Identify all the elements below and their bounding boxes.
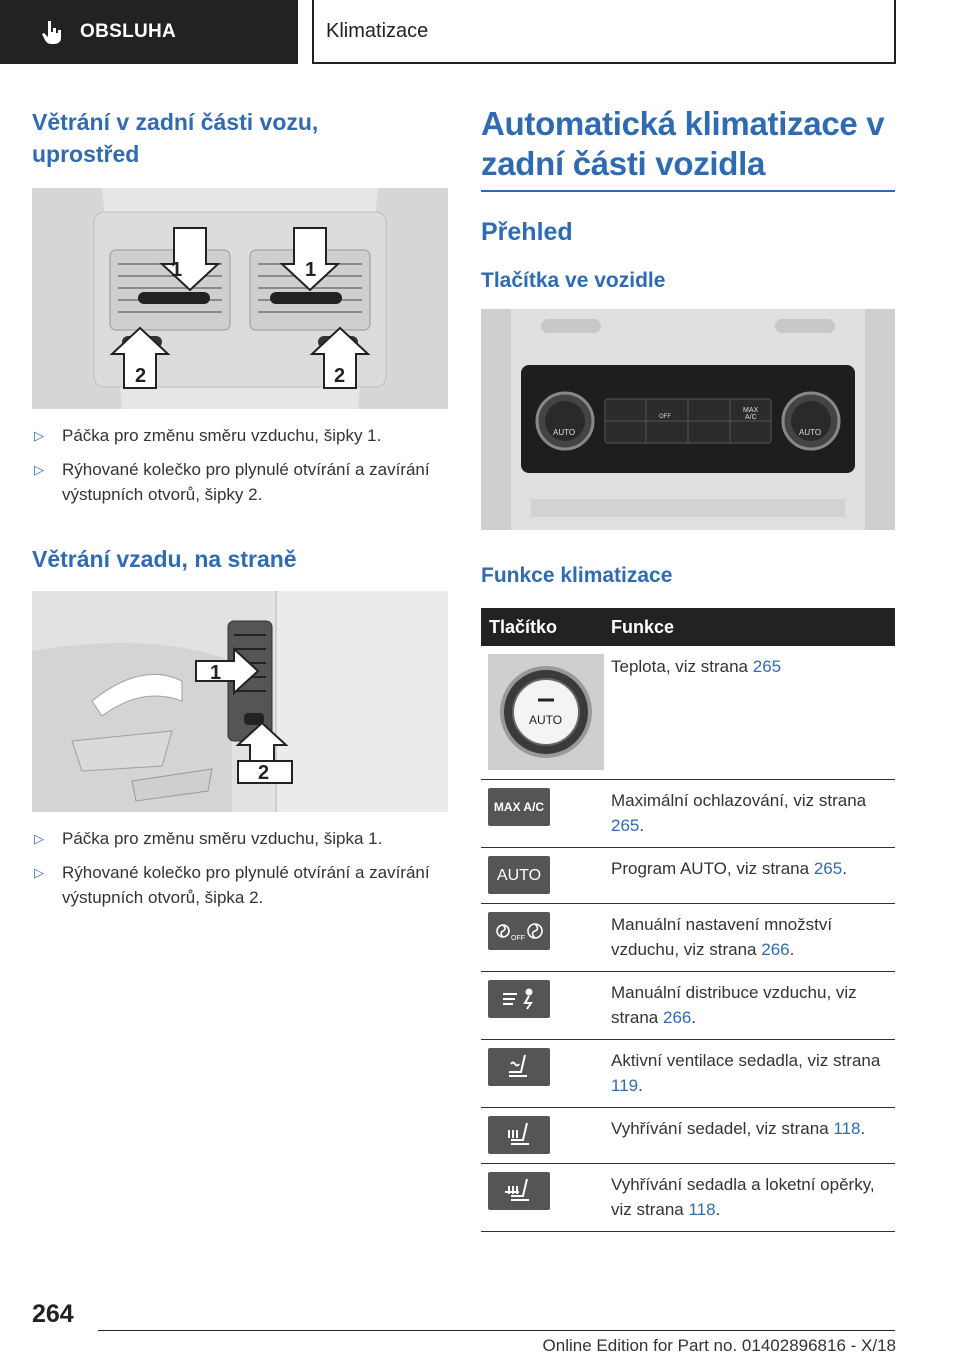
- seat-heating-icon: [488, 1116, 550, 1154]
- page-title: Automatická klimatizace v zadní části vozidla: [481, 105, 885, 182]
- panel-ac: A/C: [745, 414, 757, 421]
- triangle-bullet-icon: ▷: [34, 831, 44, 846]
- chapter-label: Klimatizace: [326, 19, 429, 42]
- side-vents-illustration: [32, 591, 448, 812]
- page-link-265[interactable]: 265: [813, 859, 843, 878]
- triangle-bullet-icon: ▷: [34, 462, 44, 477]
- auto-icon: AUTO: [488, 856, 550, 894]
- list-item: ▷ Rýhované kolečko pro plynulé otvírání a zavírání výstupních otvorů, šipky 2.: [32, 457, 448, 507]
- air-distribution-icon: [488, 980, 550, 1018]
- chapter-tab: [312, 0, 896, 64]
- page-link-266[interactable]: 266: [662, 1008, 692, 1027]
- page-link-266[interactable]: 266: [761, 940, 790, 959]
- section-label: OBSLUHA: [80, 21, 177, 42]
- panel-auto-right: AUTO: [799, 428, 822, 437]
- page-link-118[interactable]: 118: [833, 1119, 861, 1138]
- fan-off-icon: [488, 912, 550, 950]
- center-vents-illustration: [32, 188, 448, 409]
- page-link-265[interactable]: 265: [611, 816, 640, 835]
- triangle-bullet-icon: ▷: [34, 428, 44, 443]
- title-divider: [481, 190, 895, 192]
- page-link-265[interactable]: 265: [752, 657, 782, 676]
- page-number: 264: [32, 1300, 74, 1328]
- right-column: [481, 104, 895, 1232]
- climate-panel-photo: [481, 309, 895, 530]
- max-ac-icon: MAX A/C: [488, 788, 550, 826]
- edition-label: Online Edition for Part no. 01402896816 - X/18: [542, 1336, 896, 1355]
- page-link-119[interactable]: 119: [611, 1076, 639, 1095]
- callout-2b: 2: [334, 365, 346, 387]
- section-title-side-vents: Větrání vzadu, na straně: [32, 546, 297, 572]
- callout-1a: 1: [171, 259, 183, 281]
- footer-divider: [98, 1330, 895, 1331]
- section-title-center-vents: Větrání v zadní části vozu, uprostřed: [32, 109, 319, 167]
- table-row: MAX A/C Maximální ochlazování, viz strana 265.: [481, 780, 895, 848]
- overview-heading: Přehled: [481, 218, 573, 246]
- functions-heading: Funkce klimatizace: [481, 564, 673, 587]
- callout-1: 1: [210, 662, 222, 684]
- callout-2a: 2: [135, 365, 147, 387]
- table-row: AUTO Teplota, viz strana 265: [481, 646, 895, 780]
- table-row: Aktivní ventilace sedadla, viz strana 119.: [481, 1040, 895, 1108]
- section-tab: [0, 0, 298, 64]
- panel-max: MAX: [743, 407, 759, 414]
- table-row: Vyhřívání sedadla a loketní opěrky, viz strana 118.: [481, 1164, 895, 1232]
- svg-text:OFF: OFF: [511, 935, 525, 942]
- table-row: AUTO Program AUTO, viz strana 265.: [481, 848, 895, 904]
- bullet-list-center: [32, 423, 448, 507]
- table-header-row: [481, 608, 895, 646]
- figure-center-rear-vents: [32, 188, 448, 409]
- column-header-function: Funkce: [611, 608, 895, 646]
- temperature-knob-icon: [488, 654, 604, 770]
- seat-ventilation-icon: [488, 1048, 550, 1086]
- climate-panel-illustration: [481, 309, 895, 530]
- list-item: ▷ Rýhované kolečko pro plynulé otvírání a zavírání výstupních otvorů, šipka 2.: [32, 860, 448, 910]
- left-column: [32, 106, 448, 919]
- hand-pointer-icon: [38, 18, 66, 46]
- table-row: Vyhřívání sedadel, viz strana 118.: [481, 1108, 895, 1164]
- page-link-118[interactable]: 118: [688, 1200, 716, 1219]
- panel-auto-left: AUTO: [553, 428, 576, 437]
- buttons-heading: Tlačítka ve vozidle: [481, 269, 666, 292]
- svg-text:AUTO: AUTO: [529, 713, 563, 727]
- bullet-list-side: [32, 826, 448, 910]
- triangle-bullet-icon: ▷: [34, 865, 44, 880]
- list-item: ▷ Páčka pro změnu směru vzduchu, šipka 1.: [32, 826, 448, 851]
- seat-armrest-heating-icon: [488, 1172, 550, 1210]
- functions-table: [481, 608, 895, 1232]
- list-item: ▷ Páčka pro změnu směru vzduchu, šipky 1.: [32, 423, 448, 448]
- table-row: Manuální distribuce vzduchu, viz strana 266.: [481, 972, 895, 1040]
- table-row: OFF Manuální nastavení množství vzduchu, viz strana 266.: [481, 904, 895, 972]
- callout-2: 2: [258, 762, 270, 784]
- panel-off: OFF: [659, 414, 671, 420]
- column-header-button: Tlačítko: [481, 608, 611, 646]
- callout-1b: 1: [305, 259, 317, 281]
- figure-side-rear-vents: [32, 591, 448, 812]
